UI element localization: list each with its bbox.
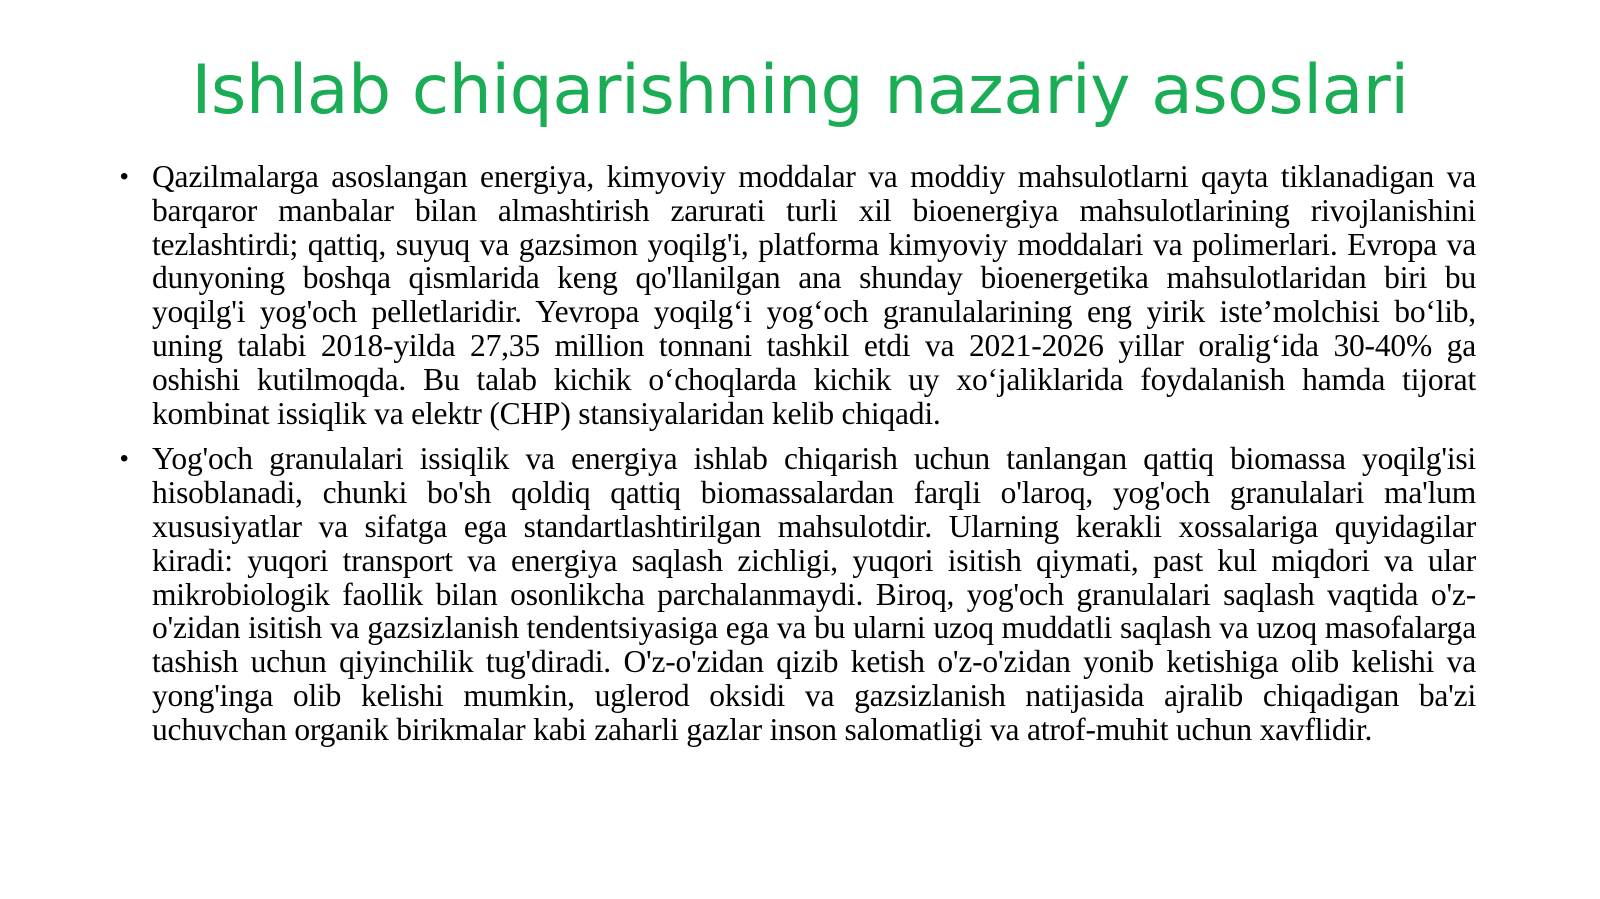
- bullet-text: Yog'och granulalari issiqlik va energiya ishlab chiqarish uchun tanlangan qattiq biomassa yoqilg'isi hisoblanadi, chunki bo'sh qoldiq qattiq biomassalardan farqli o'laroq, yog'och granulalari ma'lum xususiyatlar va sifatga ega standartlashtirilgan mahsulotdir. Ularning kerakli xossalariga quyidagilar kiradi: yuqori transport va energiya saqlash zichligi, yuqori isitish qiymati, past kul miqdori va ular mikrobiologik faollik bilan osonlikcha parchalanmaydi. Biroq, yog'och granulalari saqlash vaqtida o'z-o'zidan isitish va gazsizlanish tendentsiyasiga ega va bu ularni uzoq muddatli saqlash va uzoq masofalarga tashish uchun qiyinchilik tug'diradi. O'z-o'zidan qizib ketish o'z-o'zidan yonib ketishiga olib kelishi va yong'inga olib kelishi mumkin, uglerod oksidi va gazsizlanish natijasida ajralib chiqadigan ba'zi uchuvchan organik birikmalar kabi zaharli gazlar inson salomatligi va atrof-muhit uchun xavflidir.: [152, 441, 1476, 747]
- bullet-text: Qazilmalarga asoslangan energiya, kimyoviy moddalar va moddiy mahsulotlarni qayta tiklanadigan va barqaror manbalar bilan almashtirish zarurati turli xil bioenergiya mahsulotlarining rivojlanishini tezlashtirdi; qattiq, suyuq va gazsimon yoqilg'i, platforma kimyoviy moddalari va polimerlari. Evropa va dunyoning boshqa qismlarida keng qo'llanilgan ana shunday bioenergetika mahsulotlaridan biri bu yoqilg'i yog'och pelletlaridir. Yevropa yoqilg‘i yog‘och granulalarining eng yirik iste’molchisi bo‘lib, uning talabi 2018-yilda 27,35 million tonnani tashkil etdi va 2021-2026 yillar oralig‘ida 30-40% ga oshishi kutilmoqda. Bu talab kichik o‘choqlarda kichik uy xo‘jaliklarida foydalanish hamda tijorat kombinat issiqlik va elektr (CHP) stansiyalaridan kelib chiqadi.: [152, 159, 1476, 431]
- bullet-item: [116, 442, 1476, 746]
- bullet-item: [116, 160, 1476, 430]
- bullet-dot-icon: •: [120, 163, 129, 190]
- bullet-list: [116, 160, 1476, 759]
- slide-title: Ishlab chiqarishning nazariy asoslari: [191, 51, 1409, 130]
- bullet-dot-icon: •: [120, 445, 129, 473]
